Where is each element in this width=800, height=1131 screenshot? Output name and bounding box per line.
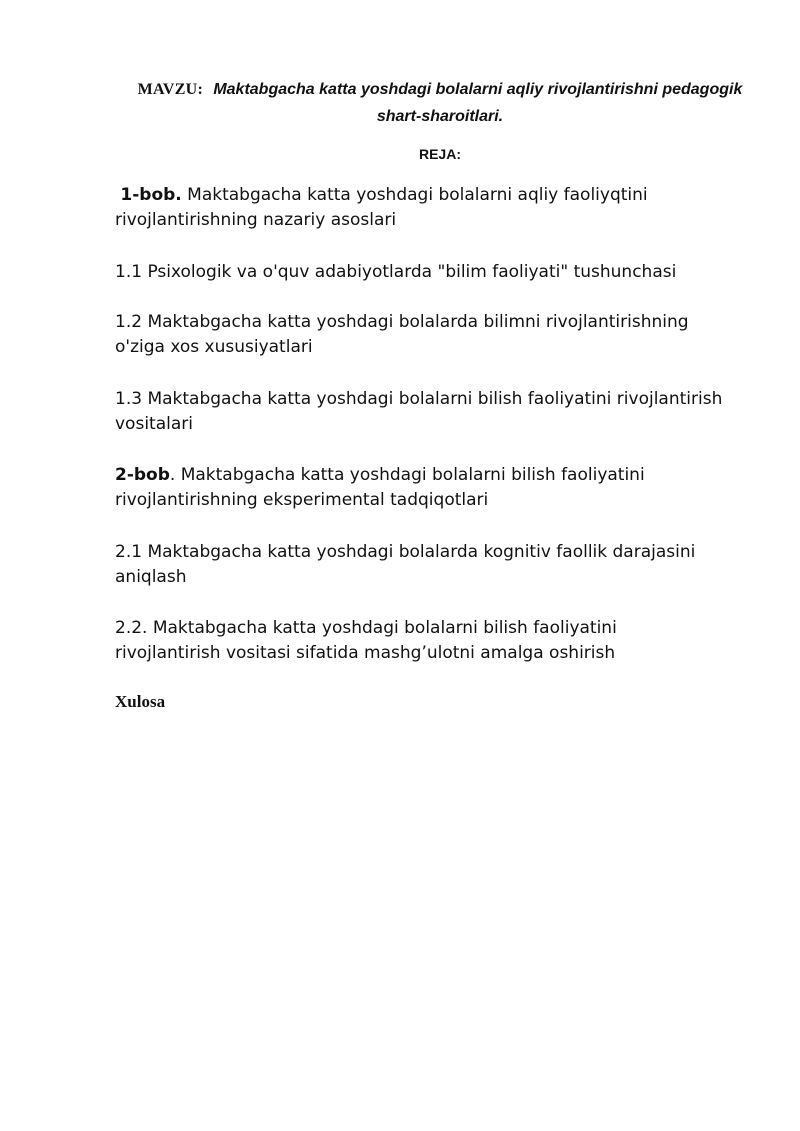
section-1-1-text: 1.1 Psixologik va o'quv adabiyotlarda "bilim faoliyati" tushunchasi: [115, 262, 677, 282]
toc-item-2-2: [115, 616, 725, 666]
title-topic: Maktabgacha katta yoshdagi bolalarni aqliy rivojlantirishni pedagogik shart-sharoitlari: [213, 81, 743, 125]
toc-item-chapter-2: [115, 463, 725, 513]
chapter-1-text: Maktabgacha katta yoshdagi bolalarni aqliy faoliyqtini rivojlantirishning nazariy asoslari: [115, 185, 648, 230]
chapter-1-lead: 1-bob.: [120, 185, 182, 205]
section-2-2-text: 2.2. Maktabgacha katta yoshdagi bolalarni bilish faoliyatini rivojlantirish vositasi sifatida mashg’ulotni amalga oshirish: [115, 618, 617, 663]
section-1-3-text: 1.3 Maktabgacha katta yoshdagi bolalarni bilish faoliyatini rivojlantirish vositalari: [115, 389, 723, 434]
section-1-2-text: 1.2 Maktabgacha katta yoshdagi bolalarda bilimni rivojlantirishning o'ziga xos xususiyatlari: [115, 312, 689, 357]
chapter-2-text: . Maktabgacha katta yoshdagi bolalarni bilish faoliyatini rivojlantirishning eksperimental tadqiqotlari: [115, 465, 645, 510]
section-2-1-text: 2.1 Maktabgacha katta yoshdagi bolalarda kognitiv faollik darajasini aniqlash: [115, 542, 696, 587]
plan-heading: REJA:: [418, 146, 461, 162]
title-end-punctuation: .: [498, 108, 504, 125]
toc-item-1-1: [115, 260, 725, 285]
toc-item-2-1: [115, 540, 725, 590]
toc-item-1-2: [115, 310, 725, 360]
toc-item-chapter-1: [115, 183, 725, 233]
conclusion-heading: Xulosa: [115, 692, 166, 711]
title-prefix: MAVZU:: [137, 81, 204, 98]
toc-item-1-3: [115, 387, 725, 437]
chapter-2-lead: 2-bob: [115, 465, 170, 485]
document-title: [115, 76, 765, 130]
